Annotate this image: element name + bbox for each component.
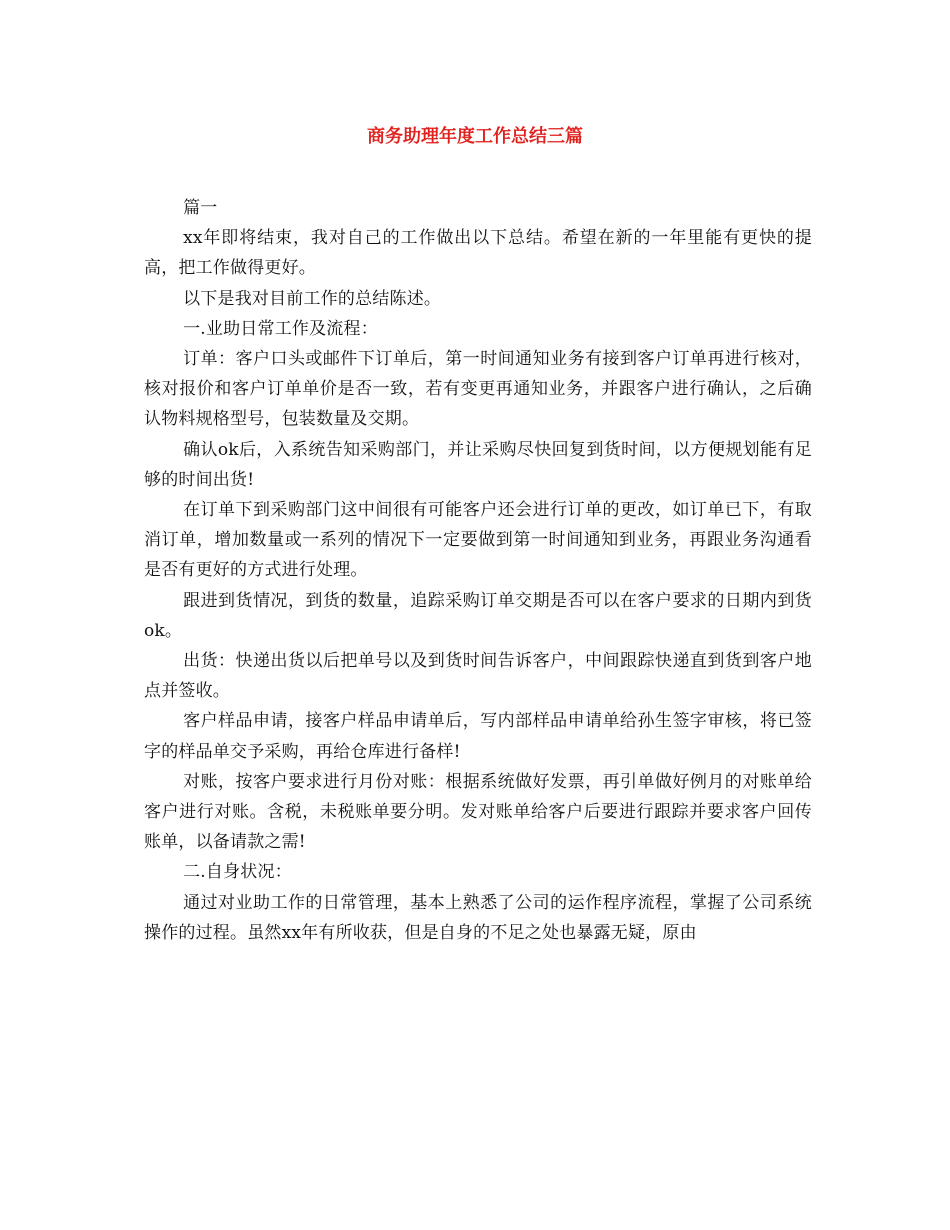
section-heading-daily-work: 一.业助日常工作及流程：: [183, 318, 378, 339]
paragraph-samples: 客户样品申请，接客户样品申请单后，写内部样品申请单给孙生签字审核，将已签字的样品单交予采购，再给仓库进行备样!: [144, 711, 812, 762]
document-body: [144, 193, 812, 948]
paragraph-summary-lead: 以下是我对目前工作的总结陈述。: [183, 288, 442, 309]
paragraph-shipping: 出货：快递出货以后把单号以及到货时间告诉客户，中间跟踪快递直到货到客户地点并签收。: [144, 651, 812, 702]
paragraph-order-changes: 在订单下到采购部门这中间很有可能客户还会进行订单的更改，如订单已下，有取消订单，增加数量或一系列的情况下一定要做到第一时间通知到业务，再跟业务沟通看是否有更好的方式进行处理。: [144, 500, 812, 581]
paragraph-purchasing: 确认ok后，入系统告知采购部门，并让采购尽快回复到货时间，以方便规划能有足够的时间出货!: [144, 439, 812, 490]
paragraph-reconciliation: 对账，按客户要求进行月份对账：根据系统做好发票，再引单做好例月的对账单给客户进行对账。含税，未税账单要分明。发对账单给客户后要进行跟踪并要求客户回传账单，以备请款之需!: [144, 771, 812, 853]
paragraph-delivery-tracking: 跟进到货情况，到货的数量，追踪采购订单交期是否可以在客户要求的日期内到货ok。: [144, 590, 812, 641]
section-heading-self-status: 二.自身状况：: [183, 862, 292, 883]
section-heading-part-one: 篇一: [183, 198, 218, 218]
paragraph-intro: xx年即将结束，我对自己的工作做出以下总结。希望在新的一年里能有更快的提高，把工作做得更好。: [144, 228, 812, 279]
paragraph-self-assessment: 通过对业助工作的日常管理，基本上熟悉了公司的运作程序流程，掌握了公司系统操作的过程。虽然xx年有所收获，但是自身的不足之处也暴露无疑，原由: [144, 892, 812, 943]
paragraph-orders: 订单：客户口头或邮件下订单后，第一时间通知业务有接到客户订单再进行核对，核对报价和客户订单单价是否一致，若有变更再通知业务，并跟客户进行确认，之后确认物料规格型号，包装数量及交期。: [144, 349, 812, 430]
document-title: 商务助理年度工作总结三篇: [367, 126, 583, 147]
